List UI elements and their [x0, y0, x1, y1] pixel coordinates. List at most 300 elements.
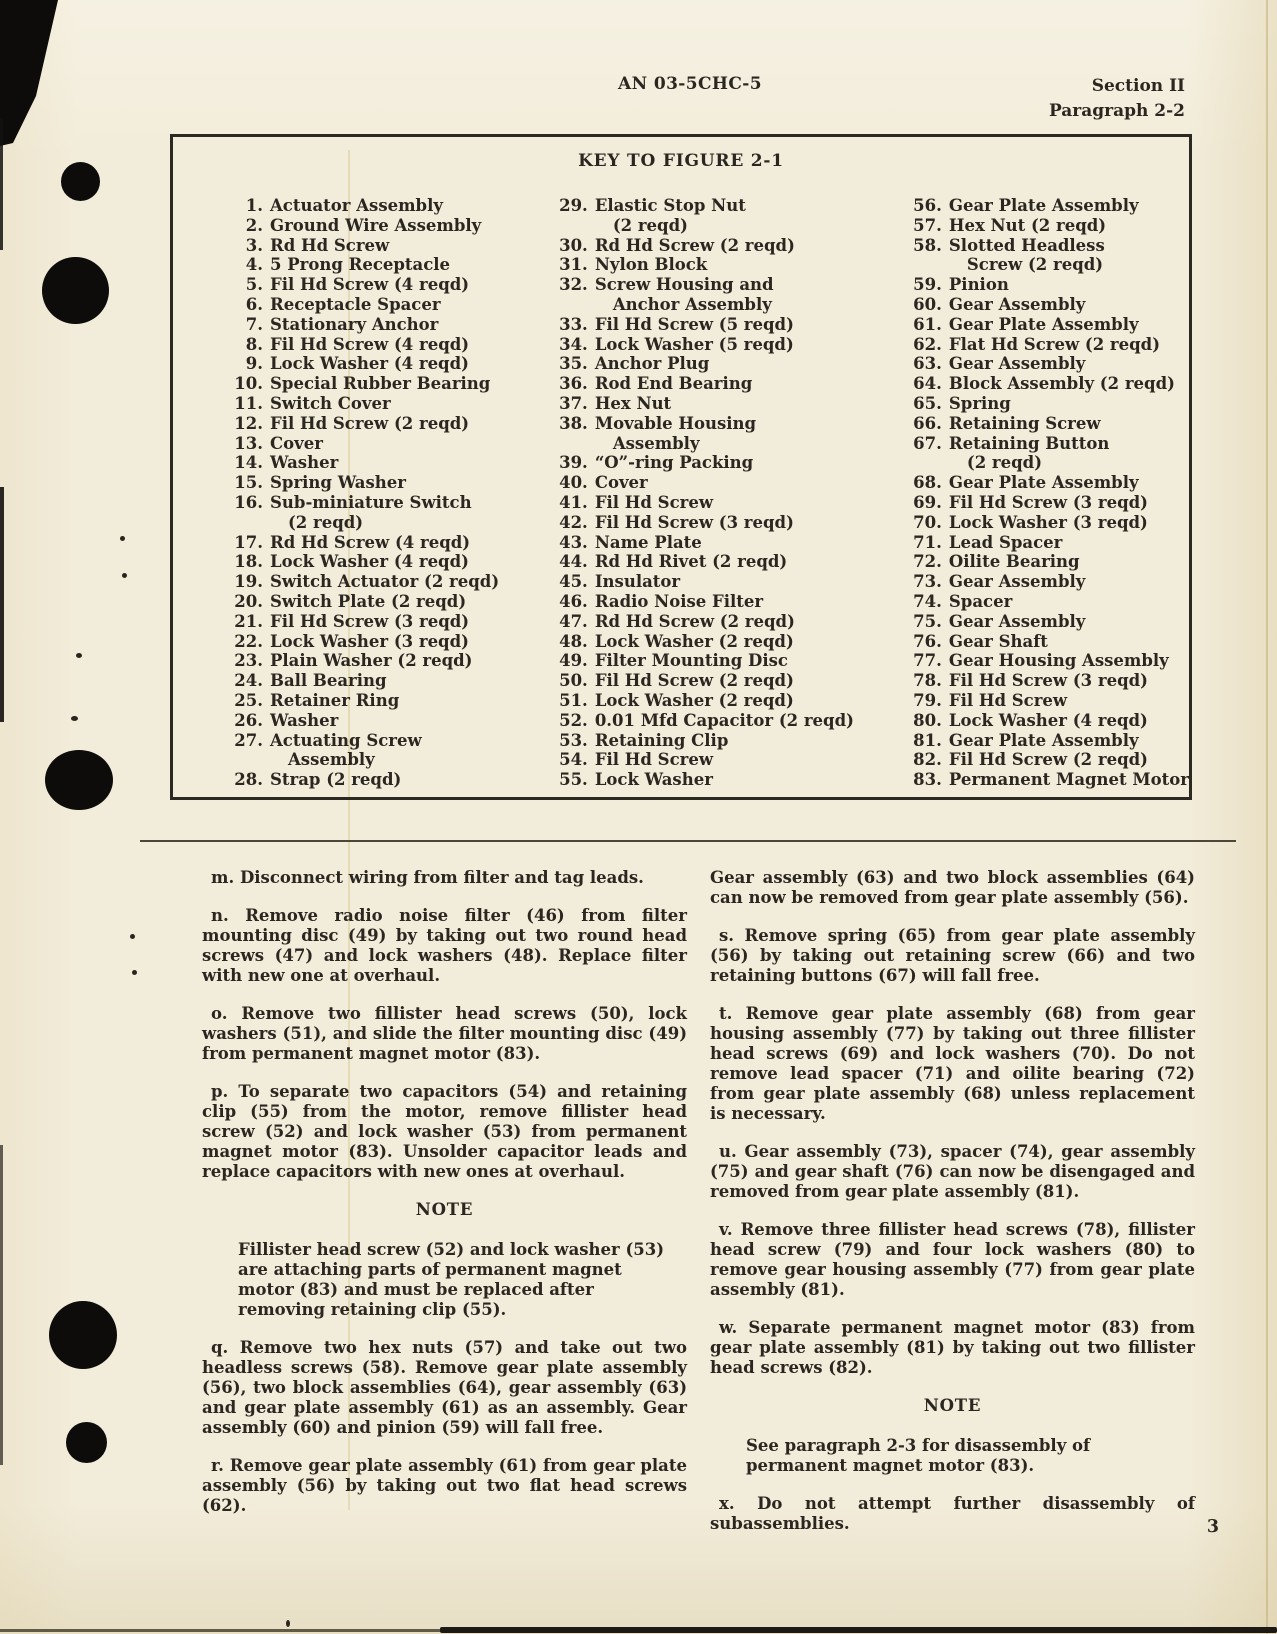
key-item-text: Switch Cover: [270, 393, 391, 413]
key-item: [229, 533, 554, 553]
key-item-number: 80.: [913, 710, 942, 730]
punch-hole-mark: [45, 750, 113, 810]
key-item-text: Anchor Plug: [594, 354, 710, 374]
key-item-number: 12.: [234, 413, 263, 433]
step-paragraph: u. Gear assembly (73), spacer (74), gear assembly (75) and gear shaft (76) can now be disengaged and removed from gear plate assembly (81).: [710, 1142, 1195, 1201]
key-item: [908, 216, 1189, 236]
key-item-number: 40.: [559, 473, 588, 493]
key-item: [554, 414, 908, 434]
key-item-continuation: (2 reqd): [288, 512, 364, 532]
key-item-text: Fil Hd Screw: [594, 492, 714, 512]
key-item: [908, 770, 1189, 790]
ink-speck: [76, 653, 82, 658]
key-item-text: Gear Plate Assembly: [948, 473, 1139, 493]
key-item: [554, 513, 908, 533]
key-item-text: Cover: [270, 433, 323, 453]
key-item-text: “O”-ring Packing: [594, 453, 754, 473]
key-item-number: 17.: [234, 532, 263, 552]
key-item-text: Gear Assembly: [948, 294, 1086, 314]
key-item-number: 47.: [559, 611, 588, 631]
key-item-number: 76.: [913, 631, 942, 651]
key-item-text: Switch Plate (2 reqd): [270, 591, 467, 611]
key-item: [229, 731, 554, 751]
key-item-text: Pinion: [948, 275, 1009, 295]
page-edge-shadow: [0, 1145, 3, 1465]
key-item: [229, 592, 554, 612]
key-item-text: Retaining Screw: [948, 413, 1101, 433]
body-text: [202, 868, 1195, 1552]
key-item: [908, 354, 1189, 374]
key-item-number: 31.: [559, 255, 588, 275]
key-item-number: 51.: [559, 690, 588, 710]
key-item-number: 68.: [913, 473, 942, 493]
key-item-number: 19.: [234, 572, 263, 592]
key-item-number: 55.: [559, 770, 588, 790]
key-item: [229, 335, 554, 355]
key-item-number: 32.: [559, 275, 588, 295]
key-item: [229, 315, 554, 335]
key-item: [554, 612, 908, 632]
key-column-1: [229, 196, 554, 790]
key-item-number: 73.: [913, 572, 942, 592]
key-item: [908, 434, 1189, 454]
section-label: Section II: [1091, 76, 1185, 96]
key-item-text: Fil Hd Screw (4 reqd): [270, 275, 470, 295]
key-item: [554, 592, 908, 612]
key-item-text: Lock Washer: [594, 770, 713, 790]
key-item-text: Elastic Stop Nut: [594, 196, 746, 215]
key-item: [229, 354, 554, 374]
key-item-number: 21.: [234, 611, 263, 631]
step-paragraph: v. Remove three fillister head screws (78), fillister head screw (79) and four lock washers (80) to remove gear housing assembly (77) from gear plate assembly (81).: [710, 1220, 1195, 1299]
key-item: [908, 513, 1189, 533]
key-item-number: 44.: [559, 552, 588, 572]
key-item-number: 39.: [559, 453, 588, 473]
key-item: [908, 414, 1189, 434]
page-corner-mark: [0, 0, 60, 146]
key-item-number: 10.: [234, 374, 263, 394]
body-col-left: [202, 868, 687, 1552]
ink-speck: [130, 934, 135, 939]
step-paragraph: o. Remove two fillister head screws (50), lock washers (51), and slide the filter mounting disc (49) from permanent magnet motor (83).: [202, 1004, 687, 1063]
key-item-number: 79.: [913, 690, 942, 710]
key-item-number: 72.: [913, 552, 942, 572]
key-item: [908, 196, 1189, 216]
key-item-number: 70.: [913, 512, 942, 532]
key-item-number: 24.: [234, 671, 263, 691]
key-item-number: 8.: [245, 334, 263, 354]
step-paragraph: t. Remove gear plate assembly (68) from gear housing assembly (77) by taking out three fillister head screws (69) and lock washers (70). Do not remove lead spacer (71) and oilite bearing (72) from gear plate assembly (68) unless replacement is necessary.: [710, 1004, 1195, 1123]
key-item-number: 35.: [559, 354, 588, 374]
page-edge-shadow: [0, 487, 4, 722]
key-item: [554, 255, 908, 275]
key-item: [908, 552, 1189, 572]
key-item-text: Spacer: [948, 591, 1013, 611]
key-item-text: Movable Housing: [594, 413, 757, 433]
key-item-number: 33.: [559, 314, 588, 334]
key-item-number: 2.: [245, 215, 263, 235]
key-item-text: Rd Hd Rivet (2 reqd): [594, 552, 788, 572]
key-item: [229, 414, 554, 434]
note-text: See paragraph 2-3 for disassembly of permanent magnet motor (83).: [746, 1436, 1091, 1475]
key-item-number: 3.: [245, 235, 263, 255]
key-item-text: 5 Prong Receptacle: [270, 255, 451, 275]
key-item-text: Hex Nut (2 reqd): [948, 215, 1107, 235]
key-item-text: Spring: [948, 393, 1011, 413]
key-item: [554, 354, 908, 374]
key-item: [908, 394, 1189, 414]
key-item-text: Fil Hd Screw (5 reqd): [594, 314, 794, 334]
key-item-number: 61.: [913, 314, 942, 334]
key-item: [229, 572, 554, 592]
key-item-number: 58.: [913, 235, 942, 255]
key-item: [229, 552, 554, 572]
key-item: [908, 295, 1189, 315]
key-item-number: 59.: [913, 275, 942, 295]
key-item-text: Insulator: [594, 572, 681, 592]
key-item-text: Permanent Magnet Motor: [948, 770, 1189, 790]
step-paragraph: r. Remove gear plate assembly (61) from gear plate assembly (56) by taking out two flat head screws (62).: [202, 1456, 687, 1515]
step-paragraph: x. Do not attempt further disassembly of subassemblies.: [710, 1494, 1195, 1533]
key-item: [229, 453, 554, 473]
key-item-text: Fil Hd Screw (2 reqd): [948, 750, 1148, 770]
key-item: [554, 750, 908, 770]
key-item-text: Retaining Button: [948, 433, 1110, 453]
key-item: [908, 731, 1189, 751]
key-item: [554, 552, 908, 572]
note-heading: NOTE: [923, 1396, 982, 1415]
key-item: [229, 236, 554, 256]
ink-speck: [71, 716, 78, 721]
key-title: KEY TO FIGURE 2-1: [578, 151, 784, 171]
key-item: [554, 453, 908, 473]
key-item-number: 62.: [913, 334, 942, 354]
key-item: [554, 394, 908, 414]
key-item-number: 71.: [913, 532, 942, 552]
key-item-number: 66.: [913, 413, 942, 433]
paper-crease: [1266, 0, 1268, 1634]
key-item: [554, 196, 908, 216]
key-item: [229, 632, 554, 652]
ink-speck: [120, 536, 125, 541]
key-item: [554, 671, 908, 691]
key-item-text: Fil Hd Screw (3 reqd): [948, 492, 1148, 512]
punch-hole-mark: [49, 1301, 117, 1369]
key-item: [229, 493, 554, 513]
key-item-number: 78.: [913, 671, 942, 691]
step-paragraph: q. Remove two hex nuts (57) and take out two headless screws (58). Remove gear plate assembly (56), two block assemblies (64), gear assembly (63) and gear plate assembly (61) as an assembly. Gear assembly (60) and pinion (59) will fall free.: [202, 1338, 687, 1437]
key-item-text: Sub-miniature Switch: [270, 492, 472, 512]
key-item: [229, 394, 554, 414]
note-text: Fillister head screw (52) and lock washer (53) are attaching parts of permanent magnet motor (83) and must be replaced after removing retaining clip (55).: [238, 1240, 665, 1319]
key-item-text: Slotted Headless: [948, 235, 1105, 255]
key-item-text: Actuator Assembly: [270, 196, 443, 215]
key-item-text: Filter Mounting Disc: [594, 651, 788, 671]
key-item-number: 29.: [559, 196, 588, 215]
key-item-text: Washer: [270, 453, 339, 473]
key-item-continuation: (2 reqd): [612, 215, 688, 235]
key-item: [554, 632, 908, 652]
key-item-text: Nylon Block: [594, 255, 708, 275]
key-item: [908, 750, 1189, 770]
key-item-continuation: Screw (2 reqd): [966, 255, 1104, 275]
key-item-number: 54.: [559, 750, 588, 770]
key-item-text: Block Assembly (2 reqd): [948, 374, 1175, 394]
key-item: [908, 592, 1189, 612]
key-item-text: Special Rubber Bearing: [270, 374, 491, 394]
key-item: [554, 691, 908, 711]
key-item-number: 9.: [245, 354, 263, 374]
key-item-number: 42.: [559, 512, 588, 532]
key-item-number: 83.: [913, 770, 942, 790]
key-item-number: 46.: [559, 591, 588, 611]
key-item-number: 43.: [559, 532, 588, 552]
key-item-text: Spring Washer: [270, 473, 406, 493]
key-item: [908, 632, 1189, 652]
key-item: [908, 533, 1189, 553]
key-item-number: 7.: [245, 314, 263, 334]
key-item-text: Gear Plate Assembly: [948, 314, 1139, 334]
key-item-number: 60.: [913, 294, 942, 314]
key-item-text: Stationary Anchor: [270, 314, 439, 334]
step-paragraph: m. Disconnect wiring from filter and tag leads.: [211, 868, 644, 887]
key-item-number: 57.: [913, 215, 942, 235]
key-item: [229, 651, 554, 671]
key-item: [229, 612, 554, 632]
key-item-number: 38.: [559, 413, 588, 433]
key-item-number: 14.: [234, 453, 263, 473]
key-item-number: 26.: [234, 710, 263, 730]
key-item: [229, 216, 554, 236]
key-item-number: 18.: [234, 552, 263, 572]
step-paragraph: w. Separate permanent magnet motor (83) from gear plate assembly (81) by taking out two fillister head screws (82).: [710, 1318, 1195, 1377]
key-item: [554, 236, 908, 256]
key-item: [908, 493, 1189, 513]
punch-hole-mark: [42, 257, 109, 324]
page-bottom-edge: [440, 1627, 1277, 1633]
key-item: [229, 275, 554, 295]
key-item: [229, 196, 554, 216]
key-item-number: 49.: [559, 651, 588, 671]
punch-hole-mark: [66, 1422, 107, 1463]
key-item-number: 27.: [234, 730, 263, 750]
body-col-right: [710, 868, 1195, 1552]
key-item-text: Gear Assembly: [948, 572, 1086, 592]
key-item-text: Rd Hd Screw (4 reqd): [270, 532, 471, 552]
key-item-text: Lock Washer (3 reqd): [270, 631, 469, 651]
key-item-text: Fil Hd Screw (3 reqd): [594, 512, 794, 532]
key-item-text: Radio Noise Filter: [594, 591, 764, 611]
key-item-text: Flat Hd Screw (2 reqd): [948, 334, 1161, 354]
key-item-text: Rd Hd Screw: [270, 235, 390, 255]
key-item: [554, 533, 908, 553]
key-item: [229, 473, 554, 493]
key-item: [554, 572, 908, 592]
key-item: [554, 651, 908, 671]
key-item: [229, 434, 554, 454]
key-item-number: 77.: [913, 651, 942, 671]
key-item-text: Fil Hd Screw (2 reqd): [270, 413, 470, 433]
key-item: [229, 770, 554, 790]
key-item: [908, 651, 1189, 671]
key-item-text: Lead Spacer: [948, 532, 1063, 552]
key-item: [554, 473, 908, 493]
key-to-figure-box: [170, 134, 1192, 800]
key-item-number: 65.: [913, 393, 942, 413]
key-item: [554, 315, 908, 335]
key-item: [908, 671, 1189, 691]
key-item: [554, 335, 908, 355]
key-item-number: 48.: [559, 631, 588, 651]
key-item-number: 13.: [234, 433, 263, 453]
note-heading: NOTE: [415, 1200, 474, 1219]
section-reference: [1049, 74, 1185, 124]
key-item: [554, 275, 908, 295]
key-item-number: 4.: [245, 255, 263, 275]
key-item-number: 15.: [234, 473, 263, 493]
key-item-text: Lock Washer (5 reqd): [594, 334, 794, 354]
key-item-number: 69.: [913, 492, 942, 512]
key-item-text: Retaining Clip: [594, 730, 729, 750]
key-item: [229, 691, 554, 711]
key-item-text: Receptacle Spacer: [270, 294, 441, 314]
key-item: [229, 255, 554, 275]
punch-hole-mark: [61, 162, 100, 201]
key-item-text: Lock Washer (4 reqd): [270, 552, 469, 572]
paragraph-continuation: Gear assembly (63) and two block assemblies (64) can now be removed from gear plate assembly (56).: [710, 868, 1195, 907]
key-item-text: Lock Washer (2 reqd): [594, 631, 794, 651]
key-item-number: 25.: [234, 690, 263, 710]
key-item-number: 16.: [234, 492, 263, 512]
key-item-number: 53.: [559, 730, 588, 750]
step-paragraph: n. Remove radio noise filter (46) from filter mounting disc (49) by taking out two round head screws (47) and lock washers (48). Replace filter with new one at overhaul.: [202, 906, 687, 985]
key-item-text: Fil Hd Screw (3 reqd): [948, 671, 1148, 691]
key-item: [908, 236, 1189, 256]
key-item: [554, 711, 908, 731]
paragraph-label: Paragraph 2-2: [1048, 101, 1185, 121]
key-item-number: 11.: [234, 393, 263, 413]
key-item: [554, 770, 908, 790]
key-item-text: Fil Hd Screw: [948, 690, 1068, 710]
page-edge-shadow: [0, 118, 3, 250]
key-item-number: 45.: [559, 572, 588, 592]
key-columns: [173, 196, 1189, 790]
key-item-text: Retainer Ring: [270, 690, 400, 710]
key-item: [908, 335, 1189, 355]
key-item-text: Fil Hd Screw (4 reqd): [270, 334, 470, 354]
key-item-number: 22.: [234, 631, 263, 651]
key-column-2: [554, 196, 908, 790]
key-item-text: Gear Assembly: [948, 354, 1086, 374]
key-item-number: 30.: [559, 235, 588, 255]
key-item-number: 5.: [245, 275, 263, 295]
key-item-text: Lock Washer (2 reqd): [594, 690, 794, 710]
key-item: [908, 572, 1189, 592]
key-item-text: Oilite Bearing: [948, 552, 1080, 572]
key-item: [229, 295, 554, 315]
key-item-text: Strap (2 reqd): [270, 770, 402, 790]
key-item-number: 64.: [913, 374, 942, 394]
key-item-text: Rod End Bearing: [594, 374, 753, 394]
ink-speck: [122, 573, 127, 578]
key-item-continuation: Anchor Assembly: [612, 294, 772, 314]
key-item-text: Rd Hd Screw (2 reqd): [594, 235, 795, 255]
key-item-text: Gear Shaft: [948, 631, 1048, 651]
key-item-number: 1.: [245, 196, 263, 215]
key-item-number: 50.: [559, 671, 588, 691]
key-item-number: 52.: [559, 710, 588, 730]
key-item-text: Rd Hd Screw (2 reqd): [594, 611, 795, 631]
key-item: [908, 691, 1189, 711]
key-item: [908, 315, 1189, 335]
key-item-number: 75.: [913, 611, 942, 631]
key-item: [908, 374, 1189, 394]
key-item-text: Fil Hd Screw (3 reqd): [270, 611, 470, 631]
key-item-number: 36.: [559, 374, 588, 394]
key-item: [908, 711, 1189, 731]
key-item-number: 37.: [559, 393, 588, 413]
key-item-text: Lock Washer (3 reqd): [948, 512, 1148, 532]
key-item-text: Fil Hd Screw: [594, 750, 714, 770]
key-item-number: 56.: [913, 196, 942, 215]
key-item: [908, 612, 1189, 632]
key-item-text: Gear Assembly: [948, 611, 1086, 631]
key-item-text: Hex Nut: [594, 393, 672, 413]
key-item-text: Gear Housing Assembly: [948, 651, 1169, 671]
key-item-text: Gear Plate Assembly: [948, 196, 1139, 215]
ink-speck: [132, 970, 137, 975]
key-item-text: Washer: [270, 710, 339, 730]
key-item-number: 63.: [913, 354, 942, 374]
key-item-continuation: (2 reqd): [966, 453, 1042, 473]
key-item-text: Lock Washer (4 reqd): [270, 354, 469, 374]
key-item-number: 81.: [913, 730, 942, 750]
horizontal-rule: [140, 840, 1236, 842]
key-item-continuation: Assembly: [612, 433, 700, 453]
key-item-number: 20.: [234, 591, 263, 611]
key-item-text: Cover: [594, 473, 648, 493]
key-item-number: 41.: [559, 492, 588, 512]
key-item-text: Actuating Screw: [270, 730, 422, 750]
key-item: [229, 374, 554, 394]
key-item-text: 0.01 Mfd Capacitor (2 reqd): [594, 710, 854, 730]
key-item-number: 82.: [913, 750, 942, 770]
key-item-number: 23.: [234, 651, 263, 671]
key-item-text: Fil Hd Screw (2 reqd): [594, 671, 794, 691]
key-item-number: 6.: [245, 294, 263, 314]
key-item-continuation: Assembly: [288, 750, 375, 770]
key-item-number: 74.: [913, 591, 942, 611]
key-item: [908, 473, 1189, 493]
step-paragraph: s. Remove spring (65) from gear plate assembly (56) by taking out retaining screw (66) and two retaining buttons (67) will fall free.: [710, 926, 1195, 985]
key-item-text: Name Plate: [594, 532, 702, 552]
key-item: [908, 275, 1189, 295]
key-item-text: Ball Bearing: [270, 671, 387, 691]
key-column-3: [908, 196, 1189, 790]
key-item-text: Switch Actuator (2 reqd): [270, 572, 500, 592]
key-item: [554, 493, 908, 513]
key-item-number: 34.: [559, 334, 588, 354]
key-item-text: Ground Wire Assembly: [270, 215, 482, 235]
key-item: [229, 711, 554, 731]
key-item-number: 28.: [234, 770, 263, 790]
key-item-text: Plain Washer (2 reqd): [270, 651, 473, 671]
document-number: AN 03-5CHC-5: [618, 74, 762, 94]
step-paragraph: p. To separate two capacitors (54) and retaining clip (55) from the motor, remove fillister head screw (52) and lock washer (53) from permanent magnet motor (83). Unsolder capacitor leads and replace capacitors with new ones at overhaul.: [202, 1082, 687, 1181]
ink-speck: [286, 1620, 290, 1627]
key-item-text: Gear Plate Assembly: [948, 730, 1139, 750]
key-item-number: 67.: [913, 433, 942, 453]
